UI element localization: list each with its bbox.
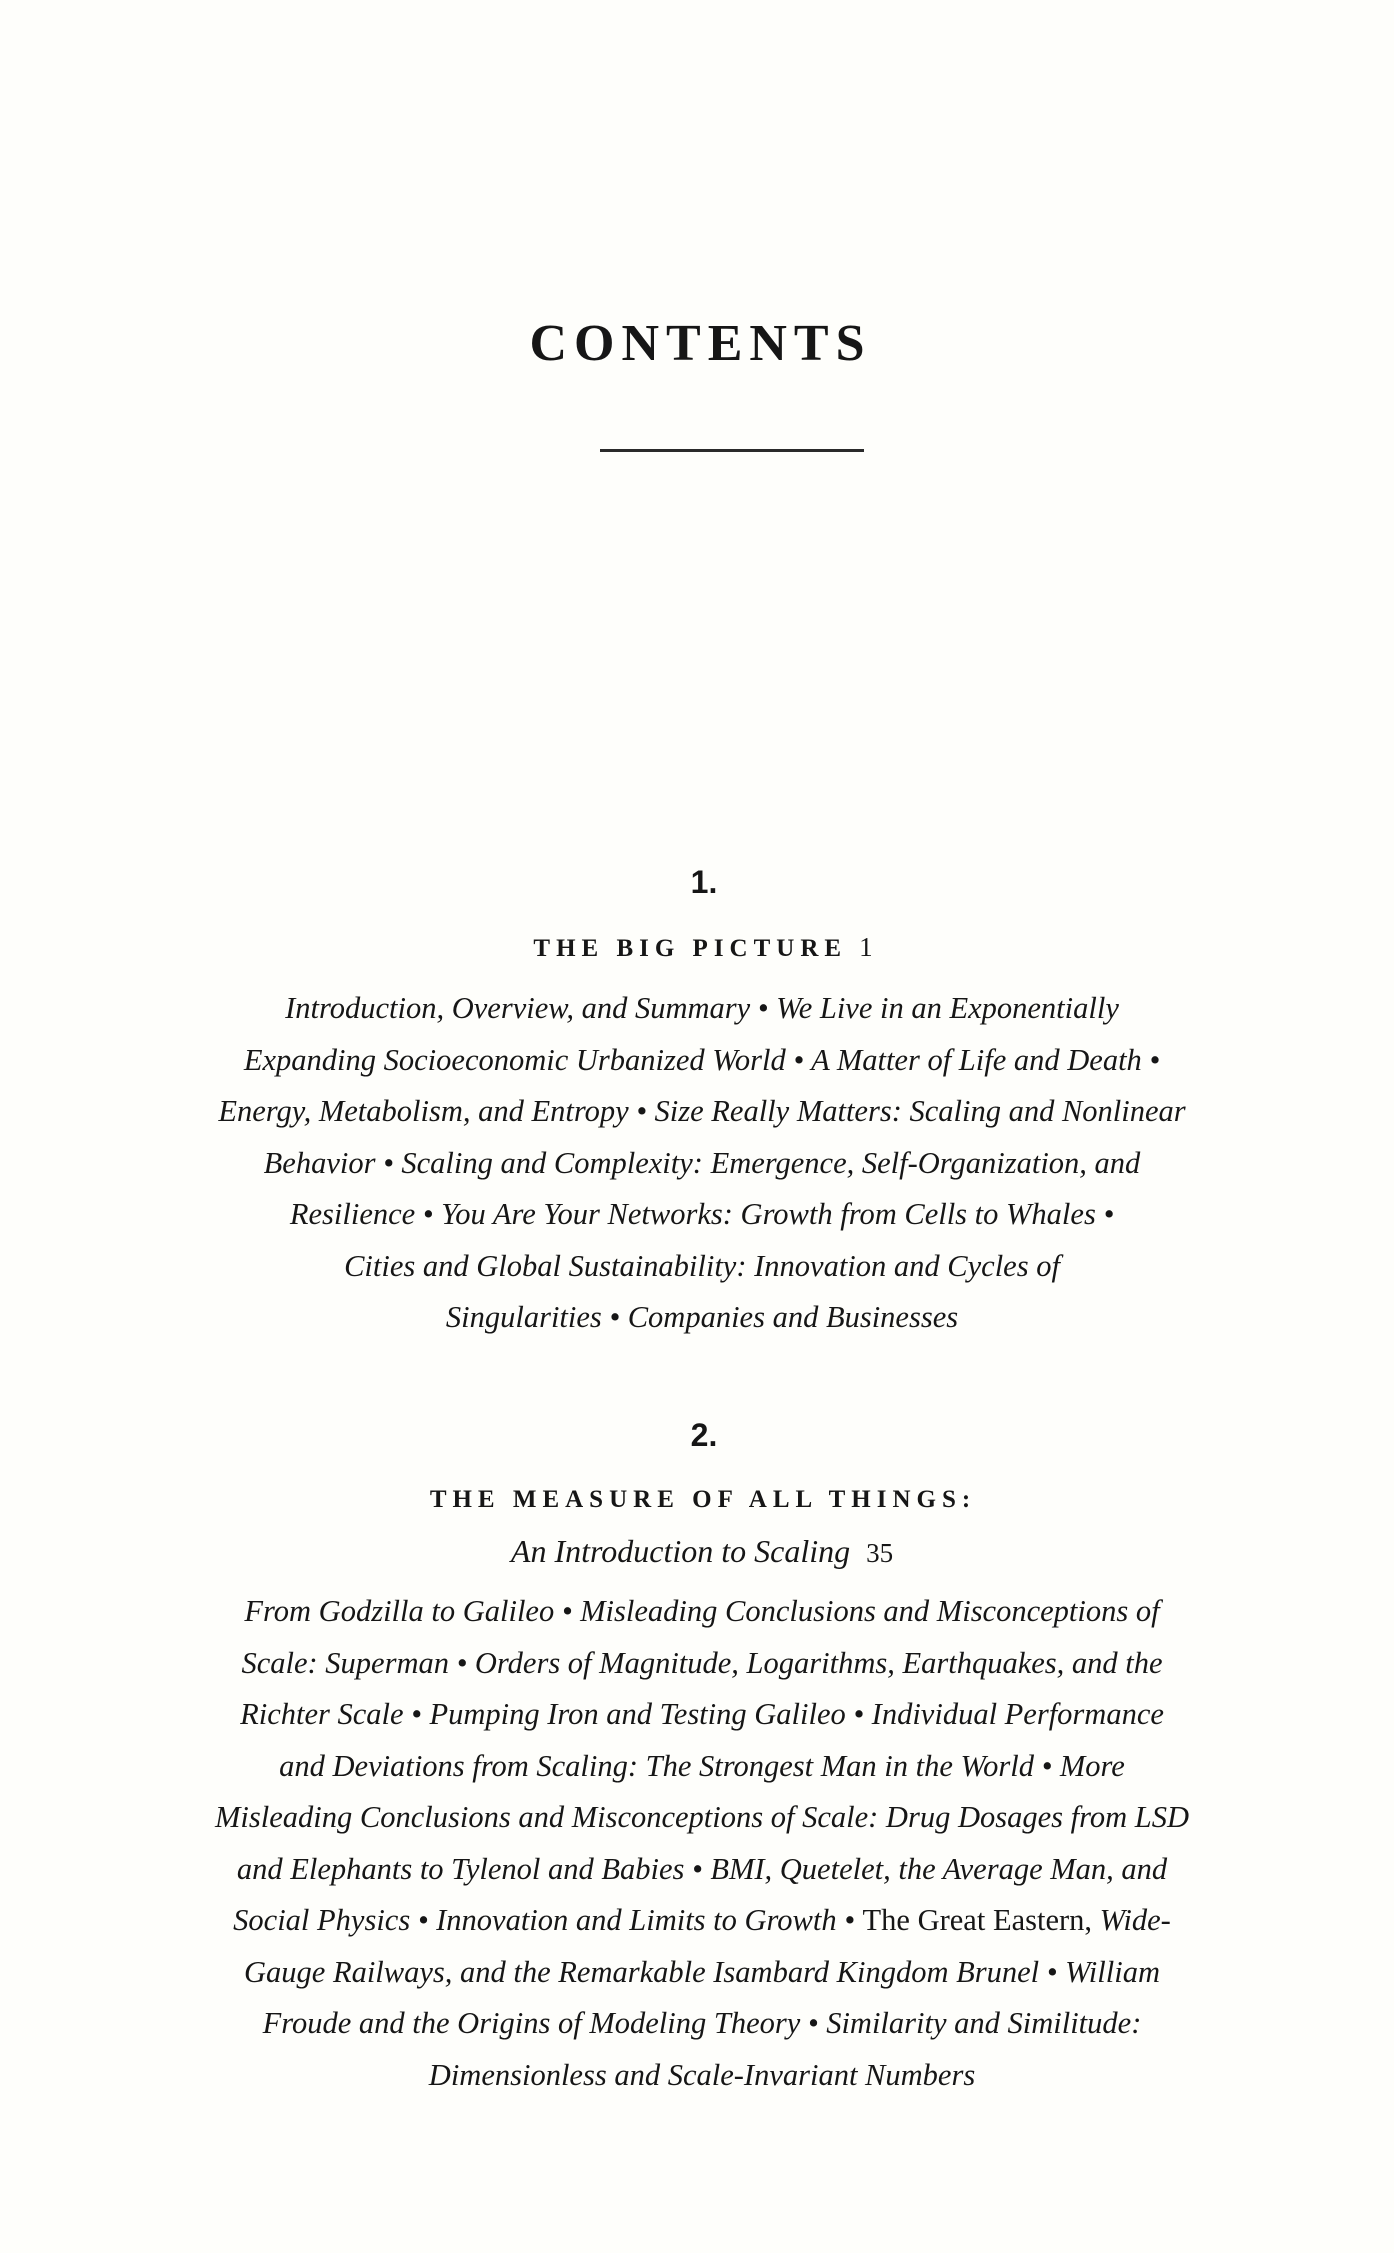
chapter-2-subtitle: An Introduction to Scaling (510, 1533, 851, 1569)
chapter-1-heading (0, 930, 1394, 966)
summary-line: and Deviations from Scaling: The Strongest Man in the World • More (279, 1748, 1125, 1783)
summary-line: Scale: Superman • Orders of Magnitude, Logarithms, Earthquakes, and the (241, 1645, 1163, 1680)
summary-line-end: Wide- (1092, 1903, 1171, 1937)
title-rule-divider (600, 449, 864, 452)
summary-line: Expanding Socioeconomic Urbanized World • A Matter of Life and Death • (243, 1042, 1161, 1077)
chapter-1-title: THE BIG PICTURE (533, 935, 848, 962)
chapter-2-subtitle-line (0, 1531, 1394, 1573)
summary-line: Singularities • Companies and Businesses (445, 1300, 959, 1334)
page-title: CONTENTS (529, 315, 872, 372)
chapter-2-number: 2. (690, 1417, 718, 1453)
summary-line: Energy, Metabolism, and Entropy • Size Really Matters: Scaling and Nonlinear (218, 1094, 1186, 1128)
summary-line: Cities and Global Sustainability: Innovation and Cycles of (344, 1248, 1060, 1283)
summary-line: and Elephants to Tylenol and Babies • BMI, Quetelet, the Average Man, and (236, 1851, 1168, 1886)
chapter-1-number: 1. (690, 864, 718, 900)
summary-line: Gauge Railways, and the Remarkable Isambard Kingdom Brunel • William (244, 1954, 1160, 1989)
summary-line: Richter Scale • Pumping Iron and Testing Galileo • Individual Performance (240, 1697, 1164, 1731)
chapter-2-page-number: 35 (866, 1538, 894, 1568)
summary-line: Introduction, Overview, and Summary • We Live in an Exponentially (285, 991, 1119, 1025)
summary-line: Froude and the Origins of Modeling Theory • Similarity and Similitude: (262, 2006, 1142, 2040)
chapter-1-summary (0, 983, 1394, 1344)
ship-name-roman: The Great Eastern, (862, 1903, 1093, 1937)
chapter-1-page-number: 1 (859, 932, 873, 962)
summary-line: Behavior • Scaling and Complexity: Emergence, Self-Organization, and (263, 1145, 1141, 1180)
summary-line (10, 1895, 1394, 1947)
summary-line: From Godzilla to Galileo • Misleading Conclusions and Misconceptions of (244, 1594, 1160, 1628)
summary-line: Misleading Conclusions and Misconceptions of Scale: Drug Dosages from LSD (215, 1800, 1189, 1834)
chapter-2-summary (0, 1586, 1394, 2101)
chapter-2-heading: THE MEASURE OF ALL THINGS: (429, 1486, 977, 1513)
summary-line-start: Social Physics • Innovation and Limits to Growth • (233, 1903, 863, 1937)
summary-line: Dimensionless and Scale-Invariant Numbers (428, 2057, 976, 2092)
summary-line: Resilience • You Are Your Networks: Growth from Cells to Whales • (289, 1197, 1115, 1231)
